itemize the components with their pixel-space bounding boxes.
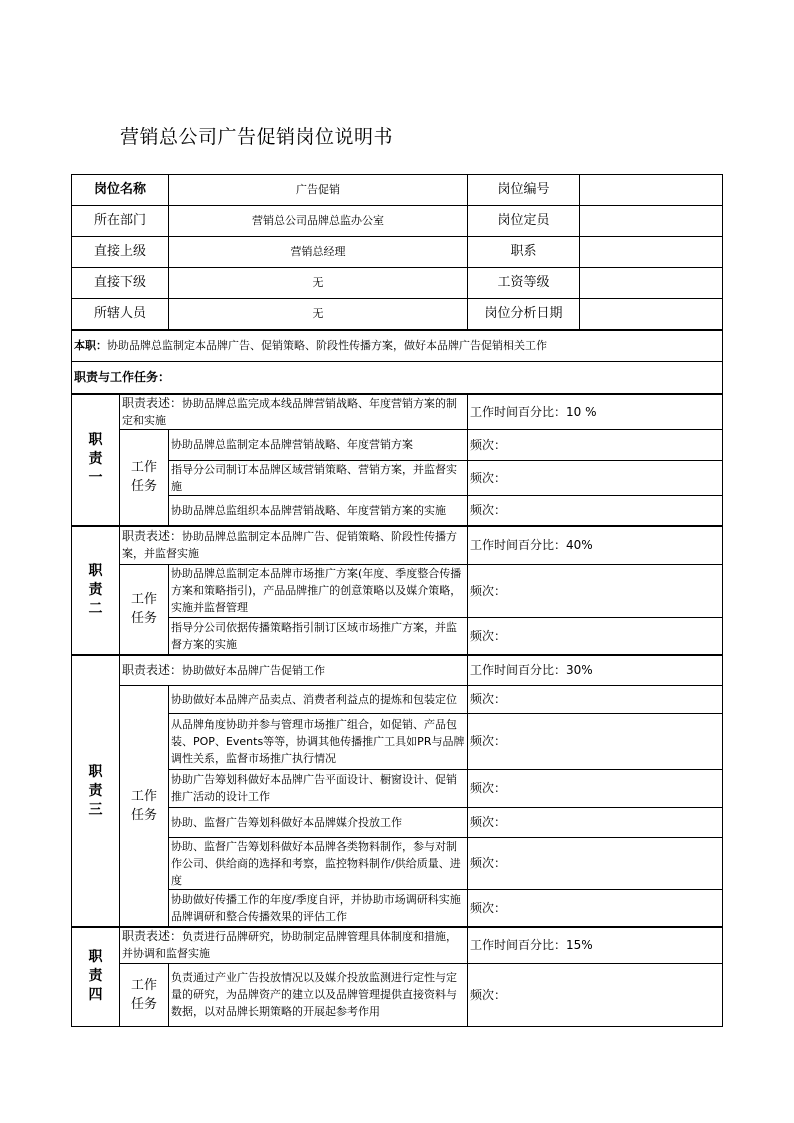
task-item: 协助品牌总监制定本品牌市场推广方案(年度、季度整合传播方案和策略指引)，产品品牌推广的创意策略以及媒介策略，实施并监督管理	[169, 564, 468, 617]
header-value	[580, 268, 723, 299]
task-row	[72, 837, 723, 889]
header-value: 广告促销	[169, 175, 468, 206]
header-value	[580, 299, 723, 330]
task-item: 协助广告筹划科做好本品牌广告平面设计、橱窗设计、促销推广活动的设计工作	[169, 769, 468, 807]
task-row	[72, 807, 723, 837]
duty-name	[72, 655, 120, 927]
task-item: 指导分公司制订本品牌区域营销策略、营销方案，并监督实施	[169, 460, 468, 495]
task-frequency: 频次：	[468, 837, 723, 889]
benzhi-row	[72, 330, 723, 362]
task-label: 工作 任务	[120, 963, 169, 1026]
header-value: 无	[169, 268, 468, 299]
duty-desc-label: 职责表述：	[122, 529, 183, 544]
duty-percent: 工作时间百分比：15%	[468, 927, 723, 963]
header-value: 营销总经理	[169, 237, 468, 268]
task-item: 协助品牌总监组织本品牌营销战略、年度营销方案的实施	[169, 495, 468, 526]
task-label: 工作 任务	[120, 564, 169, 655]
task-label: 工作 任务	[120, 429, 169, 526]
duty-desc	[120, 655, 468, 685]
duty-percent: 工作时间百分比：30%	[468, 655, 723, 685]
task-item: 负责通过产业广告投放情况以及媒介投放监测进行定性与定量的研究，为品牌资产的建立以及品牌管理提供直接资料与数据，以对品牌长期策略的开展起参考作用	[169, 963, 468, 1026]
header-row	[72, 268, 723, 299]
header-row	[72, 175, 723, 206]
header-value	[580, 237, 723, 268]
duty-desc-row	[72, 927, 723, 963]
duty-desc-row	[72, 526, 723, 564]
duty-desc-text: 协助品牌总监制定本品牌广告、促销策略、阶段性传播方案，并监督实施	[122, 530, 458, 561]
duty-desc-text: 协助品牌总监完成本线品牌营销战略、年度营销方案的制定和实施	[122, 396, 458, 427]
duty-desc	[120, 394, 468, 430]
task-label: 工作 任务	[120, 685, 169, 927]
header-label: 直接下级	[72, 268, 169, 299]
task-frequency: 频次：	[468, 617, 723, 655]
duty-name	[72, 526, 120, 655]
task-item: 协助做好本品牌产品卖点、消费者利益点的提炼和包装定位	[169, 685, 468, 713]
task-row	[72, 564, 723, 617]
header-label: 岗位定员	[468, 206, 580, 237]
task-item: 从品牌角度协助并参与管理市场推广组合，如促销、产品包装、POP、Events等等，协调其他传播推广工具如PR与品牌调性关系，监督市场推广执行情况	[169, 713, 468, 769]
task-row	[72, 769, 723, 807]
duty-percent: 工作时间百分比：10 %	[468, 394, 723, 430]
task-row	[72, 685, 723, 713]
header-label: 工资等级	[468, 268, 580, 299]
task-frequency: 频次：	[468, 807, 723, 837]
duty-percent: 工作时间百分比：40%	[468, 526, 723, 564]
header-row	[72, 206, 723, 237]
task-row	[72, 713, 723, 769]
duty-name-text: 职 责 一	[88, 432, 103, 487]
header-label: 职系	[468, 237, 580, 268]
duty-name-text: 职 责 三	[88, 763, 103, 818]
duty-name	[72, 927, 120, 1026]
header-value: 营销总公司品牌总监办公室	[169, 206, 468, 237]
task-row	[72, 889, 723, 927]
task-frequency: 频次：	[468, 495, 723, 526]
task-row	[72, 429, 723, 460]
header-label: 岗位分析日期	[468, 299, 580, 330]
task-item: 协助、监督广告筹划科做好本品牌各类物料制作，参与对制作公司、供给商的选择和考察，监控物料制作/供给质量、进度	[169, 837, 468, 889]
task-frequency: 频次：	[468, 685, 723, 713]
duty-desc-row	[72, 394, 723, 430]
task-frequency: 频次：	[468, 713, 723, 769]
duty-desc-label: 职责表述：	[122, 929, 183, 944]
duty-desc-label: 职责表述：	[122, 662, 183, 677]
task-row	[72, 963, 723, 1026]
benzhi-label: 本职：	[74, 339, 107, 353]
task-row	[72, 460, 723, 495]
task-frequency: 频次：	[468, 429, 723, 460]
duty-desc-text: 负责进行品牌研究，协助制定品牌管理具体制度和措施，并协调和监督实施	[122, 930, 458, 961]
job-description-table	[71, 174, 723, 1027]
task-item: 指导分公司依据传播策略指引制订区域市场推广方案，并监督方案的实施	[169, 617, 468, 655]
benzhi-text: 协助品牌总监制定本品牌广告、促销策略、阶段性传播方案，做好本品牌广告促销相关工作	[107, 339, 547, 353]
duty-name-text: 职 责 四	[88, 949, 103, 1004]
header-label: 所辖人员	[72, 299, 169, 330]
header-value	[580, 175, 723, 206]
header-row	[72, 299, 723, 330]
section-title-row	[72, 362, 723, 394]
task-item: 协助品牌总监制定本品牌营销战略、年度营销方案	[169, 429, 468, 460]
duty-desc-label: 职责表述：	[122, 395, 183, 410]
duty-desc	[120, 927, 468, 963]
task-frequency: 频次：	[468, 769, 723, 807]
duty-desc-row	[72, 655, 723, 685]
duty-name-text: 职 责 二	[88, 563, 103, 617]
header-row	[72, 237, 723, 268]
document-title: 营销总公司广告促销岗位说明书	[120, 126, 394, 148]
header-value	[580, 206, 723, 237]
task-item: 协助做好传播工作的年度/季度自评，并协助市场调研科实施品牌调研和整合传播效果的评估工作	[169, 889, 468, 927]
header-label: 所在部门	[72, 206, 169, 237]
duty-desc-text: 协助做好本品牌广告促销工作	[182, 663, 326, 677]
header-label: 岗位名称	[72, 175, 169, 206]
task-frequency: 频次：	[468, 564, 723, 617]
header-label: 直接上级	[72, 237, 169, 268]
header-value: 无	[169, 299, 468, 330]
task-item: 协助、监督广告筹划科做好本品牌媒介投放工作	[169, 807, 468, 837]
benzhi-cell	[72, 330, 723, 362]
task-row	[72, 617, 723, 655]
task-row	[72, 495, 723, 526]
duty-name	[72, 394, 120, 527]
duty-desc	[120, 526, 468, 564]
header-label: 岗位编号	[468, 175, 580, 206]
task-frequency: 频次：	[468, 963, 723, 1026]
task-frequency: 频次：	[468, 460, 723, 495]
task-frequency: 频次：	[468, 889, 723, 927]
section-title: 职责与工作任务：	[72, 362, 723, 394]
